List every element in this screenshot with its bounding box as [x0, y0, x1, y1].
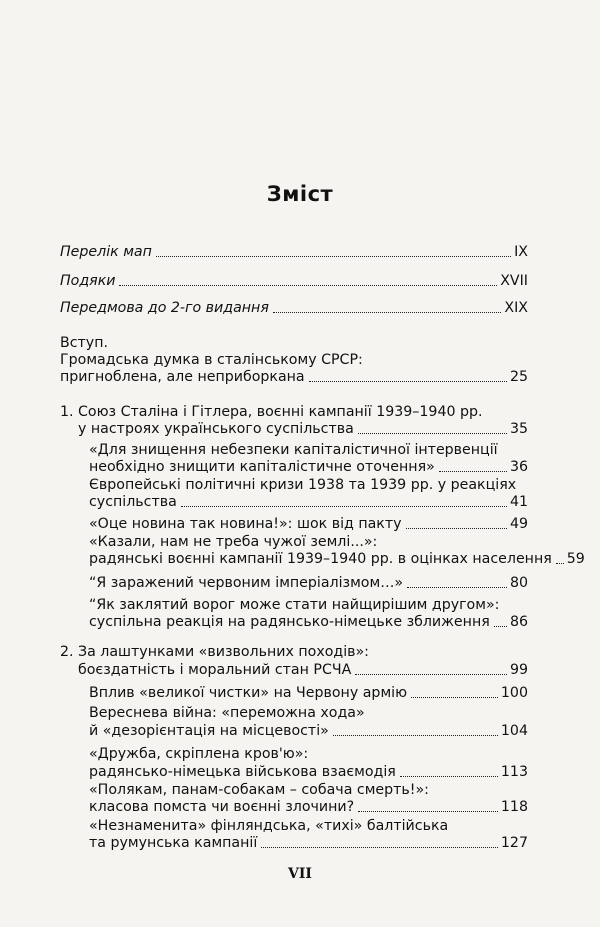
toc-subentry[interactable]: [89, 550, 585, 568]
leader-dots: [181, 506, 507, 507]
page-title: Зміст: [266, 182, 334, 206]
toc-entry-label: «Оце новина так новина!»: шок від пакту: [89, 516, 402, 532]
toc-entry-label: Подяки: [60, 273, 116, 289]
toc-entry-label: класова помста чи воєнні злочини?: [89, 799, 355, 815]
toc-subentry[interactable]: [89, 834, 528, 852]
leader-dots: [358, 811, 498, 812]
leader-dots: [273, 312, 502, 313]
toc-subentry[interactable]: [89, 613, 528, 631]
toc-sub-line: Вереснева війна: «переможна хода»: [89, 705, 365, 721]
chapter-title: За лаштунками «визвольних походів»:: [78, 644, 369, 660]
toc-sub-line: «Для знищення небезпеки капіталістичної інтервенції: [89, 442, 498, 458]
toc-intro-line2: Громадська думка в сталінському СРСР:: [60, 352, 363, 368]
toc-subentry[interactable]: [89, 763, 528, 781]
toc-page-number: 36: [509, 459, 528, 475]
leader-dots: [261, 847, 498, 848]
leader-dots: [355, 674, 507, 675]
toc-page-number: 99: [509, 662, 528, 678]
leader-dots: [407, 587, 507, 588]
toc-entry-label: й «дезорієнтація на місцевості»: [89, 723, 329, 739]
toc-page-number: 118: [500, 799, 528, 815]
toc-page-number: 86: [509, 614, 528, 630]
chapter-title: Союз Сталіна і Гітлера, воєнні кампанії 1939–1940 рр.: [78, 404, 483, 420]
toc-sub-line: «Незнаменита» фінляндська, «тихі» балтійська: [89, 818, 449, 834]
leader-dots: [309, 381, 507, 382]
toc-entry-label: радянсько-німецька військова взаємодія: [89, 764, 396, 780]
toc-page-number: 35: [509, 421, 528, 437]
leader-dots: [411, 697, 498, 698]
toc-subentry[interactable]: [89, 458, 528, 476]
toc-page-number: XIX: [504, 300, 528, 316]
leader-dots: [156, 256, 511, 257]
toc-chapter2-line1: [60, 643, 369, 661]
toc-entry-label: та румунська кампанії: [89, 835, 258, 851]
page-number-footer: VII: [288, 866, 312, 882]
leader-dots: [333, 735, 498, 736]
toc-page-number: 104: [500, 723, 528, 739]
leader-dots: [494, 626, 507, 627]
toc-entry-label: Перелік мап: [60, 244, 152, 260]
toc-entry-chapter1[interactable]: [78, 420, 528, 438]
toc-sub-line: “Як заклятий ворог може стати найщирішим другом»:: [89, 597, 500, 613]
toc-entry-label: суспільства: [89, 494, 177, 510]
toc-sub-line: Європейські політичні кризи 1938 та 1939 рр. у реакціях: [89, 477, 517, 493]
toc-entry-label: Вплив «великої чистки» на Червону армію: [89, 685, 408, 701]
toc-subentry[interactable]: [89, 798, 528, 816]
toc-entry-label: “Я заражений червоним імперіалізмом…»: [89, 575, 404, 591]
toc-entry-label: суспільна реакція на радянсько-німецьке зближення: [89, 614, 490, 630]
toc-subentry[interactable]: [89, 722, 528, 740]
toc-entry-preface[interactable]: [60, 299, 528, 317]
toc-sub-line: «Казали, нам не треба чужої землі...»:: [89, 534, 378, 550]
chapter-number: 1.: [60, 404, 74, 420]
toc-subentry[interactable]: [89, 684, 528, 702]
toc-entry-label: радянські воєнні кампанії 1939–1940 рр. в оцінках населення: [89, 551, 552, 567]
toc-page-number: 113: [500, 764, 528, 780]
toc-page-number: IX: [514, 244, 528, 260]
toc-subentry[interactable]: [89, 493, 528, 511]
leader-dots: [406, 528, 507, 529]
toc-entry-label: пригноблена, але неприборкана: [60, 369, 305, 385]
toc-entry-intro[interactable]: [60, 368, 528, 386]
leader-dots: [400, 776, 498, 777]
bleed-through-text: [260, 72, 580, 91]
toc-chapter1-line1: [60, 403, 483, 421]
toc-entry-label: необхідно знищити капіталістичне оточення»: [89, 459, 435, 475]
toc-subentry[interactable]: [89, 574, 528, 592]
toc-page-number: 127: [500, 835, 528, 851]
leader-dots: [439, 471, 507, 472]
leader-dots: [358, 433, 507, 434]
toc-subentry[interactable]: [89, 515, 528, 533]
toc-page-number: 100: [500, 685, 528, 701]
toc-page-number: 59: [566, 551, 585, 567]
toc-page-number: 49: [509, 516, 528, 532]
toc-intro-line1: Вступ.: [60, 335, 108, 351]
leader-dots: [556, 563, 564, 564]
leader-dots: [119, 285, 497, 286]
toc-entry-label: Передмова до 2-го видання: [60, 300, 269, 316]
toc-sub-line: «Дружба, скріплена кров'ю»:: [89, 746, 309, 762]
toc-entry-chapter2[interactable]: [78, 661, 528, 679]
toc-page-number: 41: [509, 494, 528, 510]
toc-entry-label: у настроях українського суспільства: [78, 421, 354, 437]
toc-page-number: 25: [509, 369, 528, 385]
chapter-number: 2.: [60, 644, 74, 660]
toc-entry-maps[interactable]: [60, 243, 528, 261]
toc-page-number: XVII: [500, 273, 528, 289]
toc-entry-label: боєздатність і моральний стан РСЧА: [78, 662, 352, 678]
toc-entry-acknowledgements[interactable]: [60, 272, 528, 290]
toc-sub-line: «Полякам, панам-собакам – собача смерть!»:: [89, 782, 429, 798]
toc-page-number: 80: [509, 575, 528, 591]
